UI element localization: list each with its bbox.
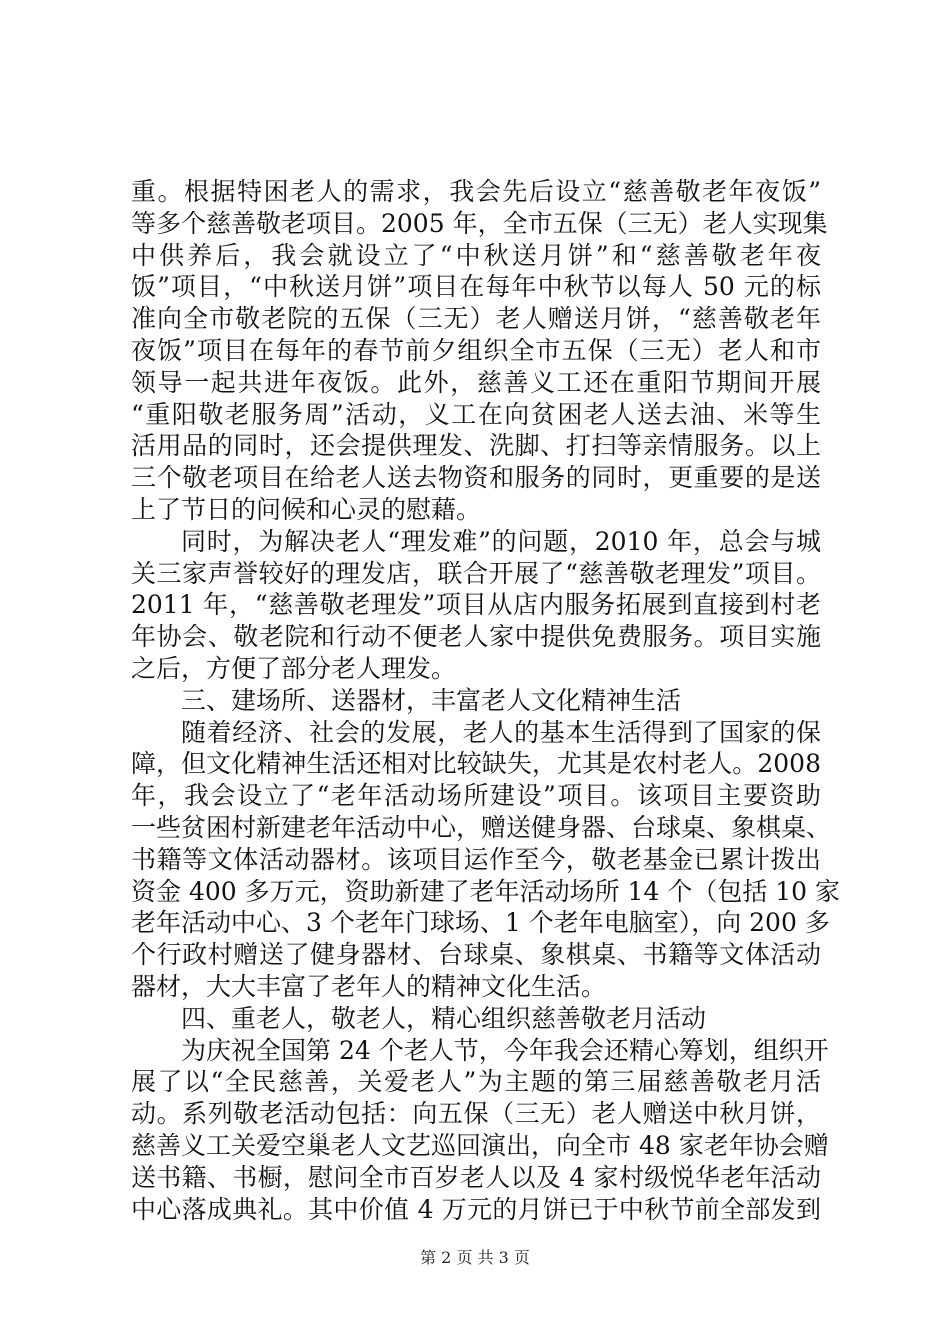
- text-line: 为庆祝全国第 24 个老人节，今年我会还精心筹划，组织开: [181, 1035, 829, 1065]
- text-line: 同时，为解决老人“理发难”的问题，2010 年，总会与城: [181, 526, 821, 556]
- text-line: “重阳敬老服务周”活动，义工在向贫困老人送去油、米等生: [131, 399, 821, 429]
- text-line: 之后，方便了部分老人理发。: [131, 653, 457, 683]
- text-line: 年协会、敬老院和行动不便老人家中提供免费服务。项目实施: [131, 622, 821, 652]
- text-line: 老年活动中心、3 个老年门球场、1 个老年电脑室），向 200 多: [131, 908, 830, 938]
- text-line: 年，我会设立了“老年活动场所建设”项目。该项目主要资助: [131, 781, 821, 811]
- text-line: 重。根据特困老人的需求，我会先后设立“慈善敬老年夜饭”: [131, 177, 821, 206]
- text-line: 上了节日的问候和心灵的慰藉。: [131, 494, 482, 524]
- text-line: 关三家声誉较好的理发店，联合开展了“慈善敬老理发”项目。: [131, 558, 821, 588]
- text-line: 送书籍、书橱，慰问全市百岁老人以及 4 家村级悦华老年活动: [131, 1162, 821, 1192]
- text-line: 夜饭”项目在每年的春节前夕组织全市五保（三无）老人和市: [131, 335, 821, 365]
- text-line: 等多个慈善敬老项目。2005 年，全市五保（三无）老人实现集: [131, 208, 828, 238]
- text-line: 三个敬老项目在给老人送去物资和服务的同时，更重要的是送: [131, 463, 821, 493]
- text-line: 器材，大大丰富了老年人的精神文化生活。: [131, 971, 607, 1001]
- section-heading: 三、建场所、送器材，丰富老人文化精神生活: [181, 685, 682, 715]
- text-line: 障，但文化精神生活还相对比较缺失，尤其是农村老人。2008: [131, 749, 821, 779]
- text-line: 准向全市敬老院的五保（三无）老人赠送月饼，“慈善敬老年: [131, 304, 821, 334]
- text-line: 慈善义工关爱空巢老人文艺巡回演出，向全市 48 家老年协会赠: [131, 1130, 829, 1160]
- text-line: 书籍等文体活动器材。该项目运作至今，敬老基金已累计拨出: [131, 844, 821, 874]
- text-line: 随着经济、社会的发展，老人的基本生活得到了国家的保: [181, 717, 821, 747]
- text-line: 饭”项目，“中秋送月饼”项目在每年中秋节以每人 50 元的标: [131, 272, 821, 302]
- text-line: 展了以“全民慈善，关爱老人”为主题的第三届慈善敬老月活: [131, 1067, 821, 1097]
- text-line: 中心落成典礼。其中价值 4 万元的月饼已于中秋节前全部发到: [131, 1194, 821, 1224]
- text-line: 一些贫困村新建老年活动中心，赠送健身器、台球桌、象棋桌、: [131, 812, 832, 842]
- document-body: [131, 176, 841, 1225]
- text-line: 活用品的同时，还会提供理发、洗脚、打扫等亲情服务。以上: [131, 431, 821, 461]
- text-line: 2011 年，“慈善敬老理发”项目从店内服务拓展到直接到村老: [131, 590, 821, 620]
- section-heading: 四、重老人，敬老人，精心组织慈善敬老月活动: [181, 1003, 707, 1033]
- text-line: 中供养后，我会就设立了“中秋送月饼”和“慈善敬老年夜: [131, 240, 821, 270]
- text-line: 资金 400 多万元，资助新建了老年活动场所 14 个（包括 10 家: [131, 876, 841, 906]
- page-number-footer: 第 2 页 共 3 页: [420, 1248, 530, 1267]
- text-line: 个行政村赠送了健身器材、台球桌、象棋桌、书籍等文体活动: [131, 940, 821, 970]
- text-line: 动。系列敬老活动包括：向五保（三无）老人赠送中秋月饼，: [131, 1099, 821, 1129]
- text-line: 领导一起共进年夜饭。此外，慈善义工还在重阳节期间开展: [131, 367, 821, 397]
